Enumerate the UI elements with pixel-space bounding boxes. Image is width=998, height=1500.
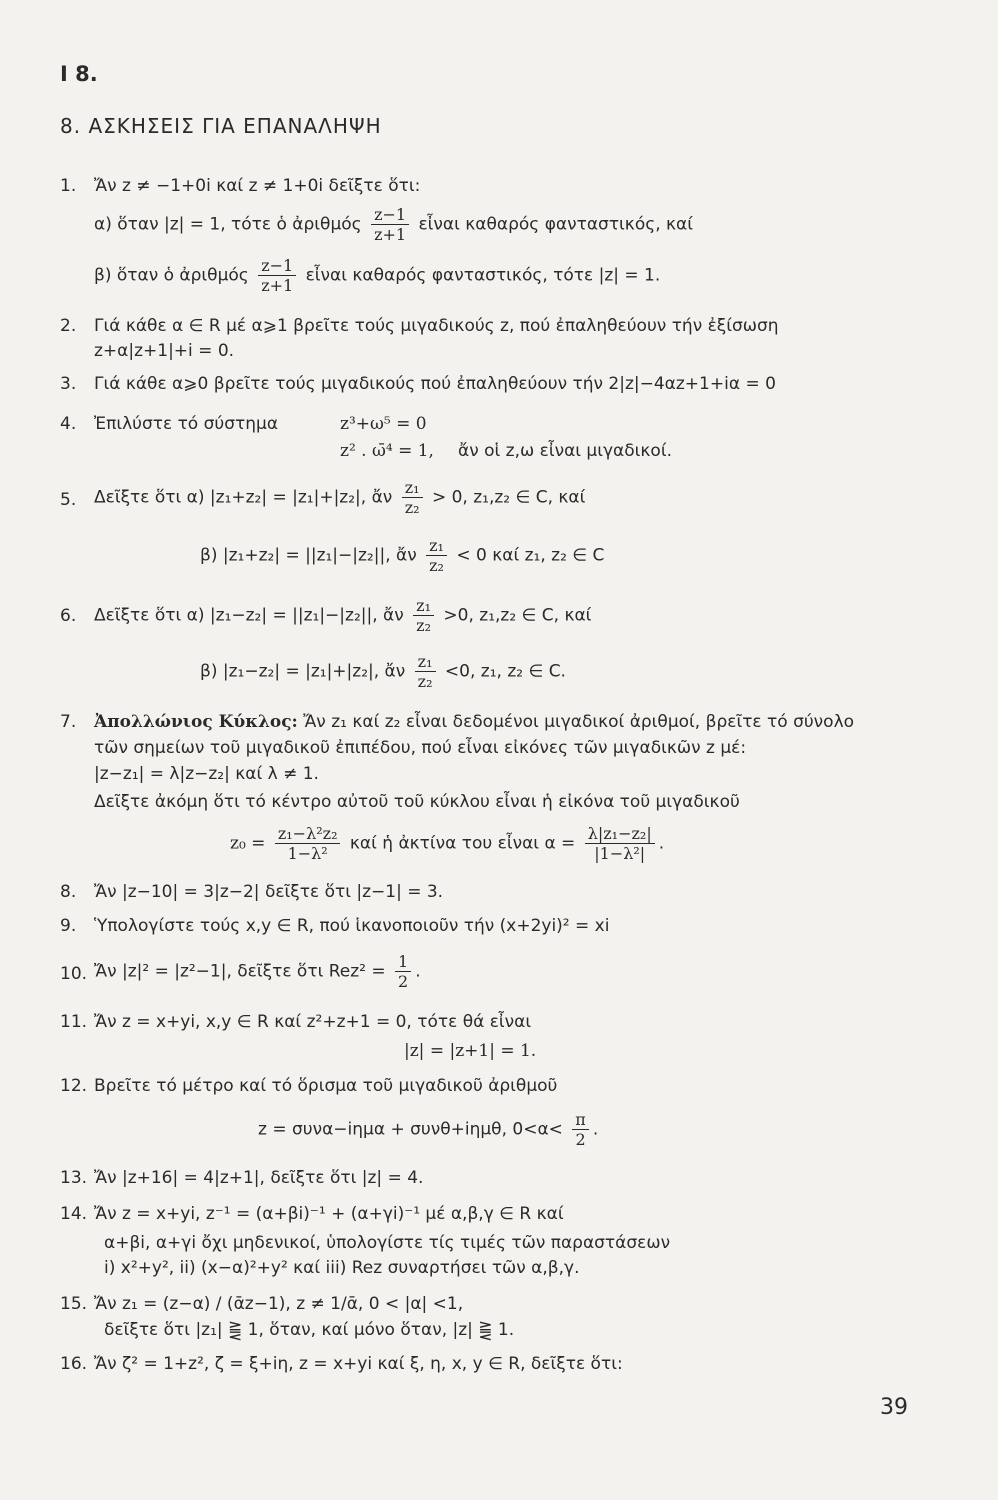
exercise-6-number: 6.	[60, 606, 77, 626]
exercise-7-number: 7.	[60, 712, 77, 732]
section-title: 8. ΑΣΚΗΣΕΙΣ ΓΙΑ ΕΠΑΝΑΛΗΨΗ	[60, 114, 382, 138]
exercise-1-statement: Ἄν z ≠ −1+0i καί z ≠ 1+0i δεῖξτε ὅτι:	[94, 176, 421, 196]
fraction-denominator: |1−λ²|	[594, 844, 646, 863]
exercise-15-line-2: δεῖξτε ὅτι |z₁| ⪌ 1, ὅταν, καί μόνο ὅταν, |z| ⪌ 1.	[104, 1320, 515, 1340]
exercise-1-a-fraction	[371, 205, 409, 244]
exercise-6-b-fraction	[415, 652, 436, 691]
fraction-numerator: π	[572, 1110, 589, 1130]
exercise-1-a-post: εἶναι καθαρός φανταστικός, καί	[418, 214, 693, 235]
fraction-denominator: 2	[398, 972, 409, 991]
exercise-1-b-post: εἶναι καθαρός φανταστικός, τότε |z| = 1.	[305, 265, 661, 286]
exercise-7-mid: καί ἡ ἀκτίνα του εἶναι α =	[349, 833, 576, 854]
exercise-6-a-post: >0, z₁,z₂ ∈ C, καί	[443, 605, 592, 626]
exercise-7-line-2: τῶν σημείων τοῦ μιγαδικοῦ ἐπιπέδου, πού εἶναι εἰκόνες τῶν μιγαδικῶν z μέ:	[94, 738, 747, 758]
exercise-12-fraction	[572, 1110, 589, 1149]
exercise-16-number: 16.	[60, 1354, 88, 1374]
exercise-12-line-1: Βρεῖτε τό μέτρο καί τό ὅρισμα τοῦ μιγαδικοῦ ἀριθμοῦ	[94, 1076, 558, 1096]
exercise-7-title: Ἀπολλώνιος Κύκλος:	[94, 712, 298, 732]
exercise-12-number: 12.	[60, 1076, 88, 1096]
exercise-11-line-1: Ἄν z = x+yi, x,y ∈ R καί z²+z+1 = 0, τότε θά εἶναι	[94, 1012, 532, 1032]
exercise-7-center-fraction	[275, 824, 341, 863]
fraction-denominator: z₂	[429, 556, 444, 575]
exercise-8-number: 8.	[60, 882, 77, 902]
fraction-numerator: λ|z₁−z₂|	[585, 824, 655, 844]
fraction-numerator: z−1	[258, 256, 296, 276]
exercise-3-line-1: Γιά κάθε α⩾0 βρεῖτε τούς μιγαδικούς πού ἐπαληθεύουν τήν 2|z|−4αz+1+iα = 0	[94, 374, 776, 394]
exercise-1-number: 1.	[60, 176, 77, 196]
exercise-9-line-1: Ὑπολογίστε τούς x,y ∈ R, πού ἱκανοποιοῦν τήν (x+2yi)² = xi	[94, 916, 610, 936]
exercise-5-number: 5.	[60, 490, 77, 510]
exercise-9-number: 9.	[60, 916, 77, 936]
exercise-16-line-1: Ἄν ζ² = 1+z², ζ = ξ+iη, z = x+yi καί ξ, η, x, y ∈ R, δεῖξτε ὅτι:	[94, 1354, 623, 1374]
exercise-7-line-3: |z−z₁| = λ|z−z₂| καί λ ≠ 1.	[94, 764, 319, 784]
exercise-10-end: .	[415, 961, 421, 982]
exercise-10-number: 10.	[60, 964, 88, 984]
exercise-15-line-1: Ἄν z₁ = (z−α) / (ᾱz−1), z ≠ 1/ᾱ, 0 < |α| <1,	[94, 1294, 464, 1314]
exercise-4-equation-1: z³+ω⁵ = 0	[340, 414, 427, 434]
exercise-7-line-1-text: Ἄν z₁ καί z₂ εἶναι δεδομένοι μιγαδικοί ἀριθμοί, βρεῖτε τό σύνολο	[303, 712, 855, 732]
exercise-7-formula	[230, 824, 664, 863]
exercise-1-b-pre: β) ὅταν ὁ ἀριθμός	[94, 265, 249, 286]
fraction-denominator: z₂	[404, 498, 420, 517]
section-code: I 8.	[60, 62, 98, 86]
exercise-7-line-1	[94, 712, 854, 732]
page-number: 39	[880, 1395, 908, 1420]
exercise-4-number: 4.	[60, 414, 77, 434]
exercise-6-a-fraction	[413, 596, 434, 635]
exercise-5-part-b	[200, 536, 604, 575]
exercise-15-number: 15.	[60, 1294, 88, 1314]
exercise-4-equation-2: z² . ω̄⁴ = 1,	[340, 441, 434, 461]
exercise-12-eq: z = συνα−iημα + συνθ+iημθ, 0<α<	[258, 1119, 563, 1140]
exercise-12-equation	[258, 1110, 598, 1149]
exercise-4-tail: ἄν οἱ z,ω εἶναι μιγαδικοί.	[458, 441, 672, 461]
exercise-7-line-4: Δεῖξτε ἀκόμη ὅτι τό κέντρο αὐτοῦ τοῦ κύκλου εἶναι ἡ εἰκόνα τοῦ μιγαδικοῦ	[94, 792, 740, 812]
exercise-13-line-1: Ἄν |z+16| = 4|z+1|, δεῖξτε ὅτι |z| = 4.	[94, 1168, 424, 1188]
exercise-5-b-post: < 0 καί z₁, z₂ ∈ C	[456, 545, 605, 566]
exercise-5-b-pre: β) |z₁+z₂| = ||z₁|−|z₂||, ἄν	[200, 545, 417, 566]
exercise-1-b-fraction	[258, 256, 296, 295]
exercise-14-line-1: Ἄν z = x+yi, z⁻¹ = (α+βi)⁻¹ + (α+γi)⁻¹ μέ α,β,γ ∈ R καί	[94, 1204, 564, 1224]
exercise-5-a-fraction	[402, 478, 423, 517]
fraction-numerator: z₁	[413, 596, 434, 616]
exercise-14-line-3: i) x²+y², ii) (x−α)²+y² καί iii) Rez συναρτήσει τῶν α,β,γ.	[104, 1258, 580, 1278]
exercise-1-a-pre: α) ὅταν |z| = 1, τότε ὁ ἀριθμός	[94, 214, 362, 235]
fraction-numerator: z₁	[426, 536, 447, 556]
exercise-10-fraction	[395, 952, 411, 991]
fraction-numerator: z₁	[415, 652, 436, 672]
exercise-14-line-2: α+βi, α+γi ὄχι μηδενικοί, ὑπολογίστε τίς τιμές τῶν παραστάσεων	[104, 1233, 671, 1253]
fraction-denominator: z₂	[416, 616, 431, 635]
exercise-1-part-a	[94, 205, 693, 244]
exercise-4-line-1: Ἐπιλύστε τό σύστημα	[94, 414, 279, 434]
fraction-denominator: z+1	[261, 276, 294, 295]
exercise-6-a-pre: Δεῖξτε ὅτι α) |z₁−z₂| = ||z₁|−|z₂||, ἄν	[94, 605, 404, 626]
exercise-5-part-a	[94, 478, 585, 517]
fraction-numerator: z₁	[402, 478, 423, 498]
exercise-6-part-a	[94, 596, 591, 635]
exercise-7-end: .	[658, 833, 665, 854]
exercise-13-number: 13.	[60, 1168, 88, 1188]
exercise-2-line-2: z+α|z+1|+i = 0.	[94, 341, 235, 361]
exercise-3-number: 3.	[60, 374, 77, 394]
fraction-denominator: 1−λ²	[287, 844, 328, 863]
exercise-8-line-1: Ἄν |z−10| = 3|z−2| δεῖξτε ὅτι |z−1| = 3.	[94, 882, 444, 902]
exercise-10-pre: Ἄν |z|² = |z²−1|, δεῖξτε ὅτι Rez² =	[94, 961, 386, 982]
fraction-numerator: z₁−λ²z₂	[275, 824, 341, 844]
fraction-denominator: z₂	[417, 672, 433, 691]
exercise-1-part-b	[94, 256, 660, 295]
exercise-6-b-pre: β) |z₁−z₂| = |z₁|+|z₂|, ἄν	[200, 661, 406, 682]
fraction-denominator: z+1	[374, 225, 407, 244]
exercise-2-number: 2.	[60, 316, 77, 336]
fraction-numerator: z−1	[371, 205, 409, 225]
exercise-6-part-b	[200, 652, 566, 691]
exercise-6-b-post: <0, z₁, z₂ ∈ C.	[444, 661, 566, 682]
exercise-5-b-fraction	[426, 536, 447, 575]
exercise-14-number: 14.	[60, 1204, 88, 1224]
exercise-5-a-pre: Δεῖξτε ὅτι α) |z₁+z₂| = |z₁|+|z₂|, ἄν	[94, 487, 393, 508]
exercise-7-z0: z₀ =	[230, 833, 266, 854]
exercise-12-end: .	[592, 1119, 599, 1140]
exercise-5-a-post: > 0, z₁,z₂ ∈ C, καί	[431, 487, 586, 508]
exercise-11-number: 11.	[60, 1012, 88, 1032]
fraction-denominator: 2	[575, 1130, 586, 1149]
exercise-11-line-2: |z| = |z+1| = 1.	[404, 1041, 537, 1061]
fraction-numerator: 1	[395, 952, 411, 972]
exercise-10-line	[94, 952, 421, 991]
exercise-2-line-1: Γιά κάθε α ∈ R μέ α⩾1 βρεῖτε τούς μιγαδικούς z, πού ἐπαληθεύουν τήν ἐξίσωση	[94, 316, 779, 336]
exercise-7-radius-fraction	[585, 824, 655, 863]
